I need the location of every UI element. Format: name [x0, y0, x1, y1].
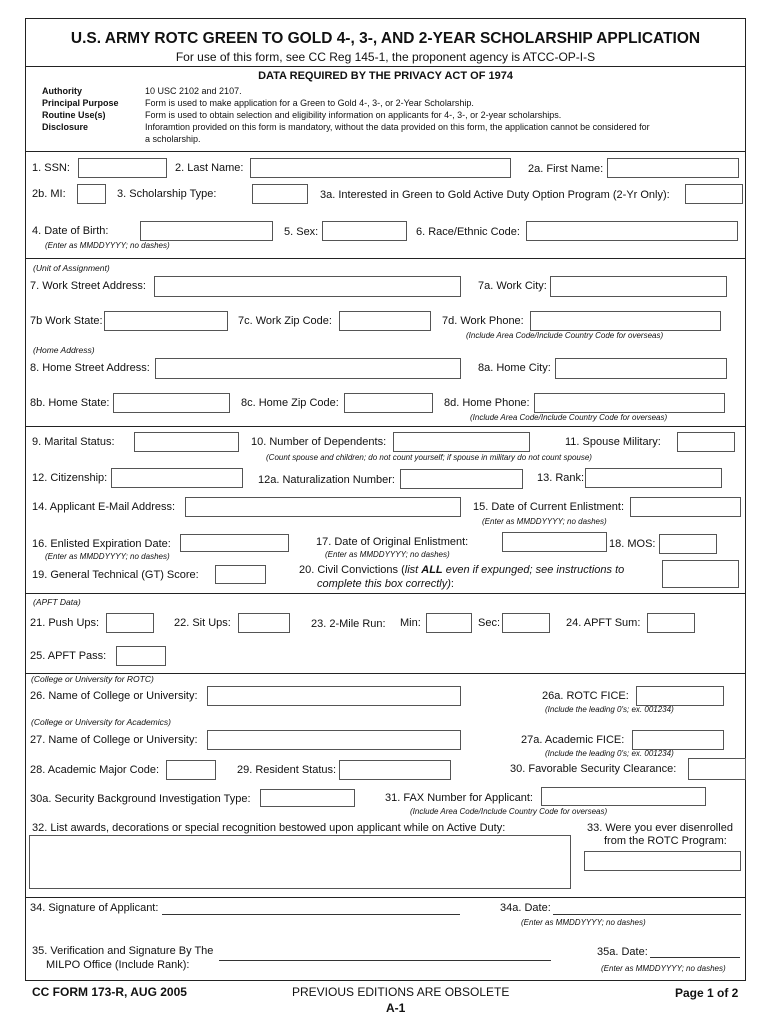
work-phone-label: 7d. Work Phone: — [442, 315, 524, 327]
divider — [25, 593, 746, 594]
home-city-label: 8a. Home City: — [478, 362, 551, 374]
major-input[interactable] — [166, 760, 216, 780]
disenrolled-label: 33. Were you ever disenrolled — [587, 822, 733, 834]
work-zip-input[interactable] — [339, 311, 431, 331]
dob-hint: (Enter as MMDDYYYY; no dashes) — [45, 241, 170, 250]
acad-fice-input[interactable] — [632, 730, 724, 750]
page-number: Page 1 of 2 — [675, 986, 739, 1000]
fax-input[interactable] — [541, 787, 706, 806]
sit-ups-label: 22. Sit Ups: — [174, 617, 231, 629]
divider — [25, 258, 746, 259]
obsolete-notice: PREVIOUS EDITIONS ARE OBSOLETE — [292, 985, 510, 999]
signature-label: 34. Signature of Applicant: — [30, 902, 159, 914]
gt-score-input[interactable] — [215, 565, 266, 584]
home-phone-input[interactable] — [534, 393, 725, 413]
run-min-input[interactable] — [426, 613, 472, 633]
apft-sum-label: 24. APFT Sum: — [566, 617, 641, 629]
apft-sum-input[interactable] — [647, 613, 695, 633]
divider — [25, 66, 746, 67]
acad-fice-label: 27a. Academic FICE: — [521, 734, 625, 746]
awards-label: 32. List awards, decorations or special recognition bestowed upon applicant while on Active Duty: — [32, 822, 506, 834]
home-state-input[interactable] — [113, 393, 230, 413]
authority-text: 10 USC 2102 and 2107. — [145, 86, 242, 96]
citizenship-input[interactable] — [111, 468, 243, 488]
college-acad-input[interactable] — [207, 730, 461, 750]
home-city-input[interactable] — [555, 358, 727, 379]
original-enlistment-input[interactable] — [502, 532, 607, 552]
major-label: 28. Academic Major Code: — [30, 764, 160, 776]
current-enlistment-hint: (Enter as MMDDYYYY; no dashes) — [482, 517, 607, 526]
civil-convictions-label-2: complete this box correctly): — [317, 578, 454, 590]
fax-hint: (Include Area Code/Include Country Code for overseas) — [410, 807, 608, 816]
home-state-label: 8b. Home State: — [30, 397, 110, 409]
college-rotc-input[interactable] — [207, 686, 461, 706]
rotc-fice-hint: (Include the leading 0's; ex. 001234) — [545, 705, 674, 714]
work-street-input[interactable] — [154, 276, 461, 297]
sig-date-line[interactable] — [553, 914, 741, 915]
college-rotc-header: (College or University for ROTC) — [31, 674, 154, 684]
rank-input[interactable] — [585, 468, 722, 488]
enlisted-exp-label: 16. Enlisted Expiration Date: — [32, 538, 171, 550]
sec-label: Sec: — [478, 617, 501, 629]
disenrolled-label-2: from the ROTC Program: — [604, 835, 727, 847]
current-enlistment-input[interactable] — [630, 497, 741, 517]
civil-convictions-input[interactable] — [662, 560, 739, 588]
naturalization-label: 12a. Naturalization Number: — [258, 474, 395, 486]
current-enlistment-label: 15. Date of Current Enlistment: — [473, 501, 625, 513]
work-phone-hint: (Include Area Code/Include Country Code for overseas) — [466, 331, 664, 340]
divider — [25, 151, 746, 152]
rotc-fice-label: 26a. ROTC FICE: — [542, 690, 629, 702]
divider — [25, 897, 746, 898]
authority-label: Authority — [42, 86, 82, 96]
dependents-input[interactable] — [393, 432, 530, 452]
disclosure-label: Disclosure — [42, 122, 89, 132]
college-rotc-label: 26. Name of College or University: — [30, 690, 198, 702]
email-input[interactable] — [185, 497, 461, 517]
ver-date-label: 35a. Date: — [597, 946, 648, 958]
security-label: 30. Favorable Security Clearance: — [510, 763, 677, 775]
sbi-input[interactable] — [260, 789, 355, 807]
race-input[interactable] — [526, 221, 738, 241]
sex-label: 5. Sex: — [284, 226, 319, 238]
signature-line[interactable] — [162, 914, 460, 915]
min-label: Min: — [400, 617, 421, 629]
spouse-military-input[interactable] — [677, 432, 735, 452]
verification-label: 35. Verification and Signature By The — [32, 945, 214, 957]
work-state-label: 7b Work State: — [30, 315, 103, 327]
resident-input[interactable] — [339, 760, 451, 780]
run-sec-input[interactable] — [502, 613, 550, 633]
home-street-label: 8. Home Street Address: — [30, 362, 150, 374]
spouse-military-label: 11. Spouse Military: — [565, 436, 661, 448]
divider — [25, 426, 746, 427]
college-acad-header: (College or University for Academics) — [31, 717, 171, 727]
verification-line[interactable] — [219, 960, 551, 961]
email-label: 14. Applicant E-Mail Address: — [32, 501, 176, 513]
routine-text: Form is used to obtain selection and eligibility information on applicants for 4-, 3-, or 2-year scholarships. — [145, 110, 562, 120]
privacy-act-heading: DATA REQUIRED BY THE PRIVACY ACT OF 1974 — [258, 70, 513, 82]
verification-label-2: MILPO Office (Include Rank): — [46, 959, 190, 971]
original-enlistment-label: 17. Date of Original Enlistment: — [316, 536, 469, 548]
gt-score-label: 19. General Technical (GT) Score: — [32, 569, 199, 581]
home-zip-label: 8c. Home Zip Code: — [241, 397, 339, 409]
sit-ups-input[interactable] — [238, 613, 290, 633]
home-phone-label: 8d. Home Phone: — [444, 397, 530, 409]
work-street-label: 7. Work Street Address: — [30, 280, 146, 292]
unit-header: (Unit of Assignment) — [33, 263, 110, 273]
annex-label: A-1 — [386, 1001, 406, 1015]
scholarship-type-input[interactable] — [252, 184, 308, 204]
first-name-input[interactable] — [607, 158, 739, 178]
ver-date-hint: (Enter as MMDDYYYY; no dashes) — [601, 964, 726, 973]
mos-input[interactable] — [659, 534, 717, 554]
ssn-input[interactable] — [78, 158, 167, 178]
push-ups-label: 21. Push Ups: — [30, 617, 100, 629]
ver-date-line[interactable] — [650, 957, 740, 958]
disenrolled-input[interactable] — [584, 851, 741, 871]
home-phone-hint: (Include Area Code/Include Country Code for overseas) — [470, 413, 668, 422]
first-name-label: 2a. First Name: — [528, 163, 604, 175]
marital-label: 9. Marital Status: — [32, 436, 115, 448]
home-street-input[interactable] — [155, 358, 461, 379]
awards-input[interactable] — [29, 835, 571, 889]
dependents-label: 10. Number of Dependents: — [251, 436, 387, 448]
civil-convictions-label: 20. Civil Convictions (list ALL even if expunged; see instructions to — [299, 564, 625, 576]
ssn-label: 1. SSN: — [32, 162, 70, 174]
work-state-input[interactable] — [104, 311, 228, 331]
disclosure-text: Inforamtion provided on this form is mandatory, without the data provided on this form, the application cannot be considered for — [145, 122, 650, 132]
form-subtitle: For use of this form, see CC Reg 145-1, the proponent agency is ATCC-OP-I-S — [175, 50, 596, 64]
purpose-text: Form is used to make application for a Green to Gold 4-, 3-, or 2-Year Scholarship. — [145, 98, 474, 108]
naturalization-input[interactable] — [400, 469, 523, 489]
fax-label: 31. FAX Number for Applicant: — [385, 792, 533, 804]
marital-input[interactable] — [134, 432, 239, 452]
routine-label: Routine Use(s) — [42, 110, 106, 120]
acad-fice-hint: (Include the leading 0's; ex. 001234) — [545, 749, 674, 758]
work-city-input[interactable] — [550, 276, 727, 297]
active-duty-option-input[interactable] — [685, 184, 743, 204]
two-mile-run-label: 23. 2-Mile Run: — [311, 618, 386, 630]
resident-label: 29. Resident Status: — [237, 764, 337, 776]
enlisted-exp-hint: (Enter as MMDDYYYY; no dashes) — [45, 552, 170, 561]
rotc-fice-input[interactable] — [636, 686, 724, 706]
mos-label: 18. MOS: — [609, 538, 656, 550]
sig-date-label: 34a. Date: — [500, 902, 551, 914]
apft-header: (APFT Data) — [33, 597, 81, 607]
form-id: CC FORM 173-R, AUG 2005 — [32, 985, 187, 999]
rank-label: 13. Rank: — [537, 472, 585, 484]
push-ups-input[interactable] — [106, 613, 154, 633]
disclosure-text-2: a scholarship. — [145, 134, 201, 144]
mi-input[interactable] — [77, 184, 106, 204]
active-duty-option-label: 3a. Interested in Green to Gold Active Duty Option Program (2-Yr Only): — [320, 189, 670, 201]
sex-input[interactable] — [322, 221, 407, 241]
original-enlistment-hint: (Enter as MMDDYYYY; no dashes) — [325, 550, 450, 559]
purpose-label: Principal Purpose — [42, 98, 119, 108]
scholarship-type-label: 3. Scholarship Type: — [117, 188, 217, 200]
security-input[interactable] — [688, 758, 746, 780]
sig-date-hint: (Enter as MMDDYYYY; no dashes) — [521, 918, 646, 927]
dob-input[interactable] — [140, 221, 273, 241]
apft-pass-input[interactable] — [116, 646, 166, 666]
college-acad-label: 27. Name of College or University: — [30, 734, 198, 746]
race-label: 6. Race/Ethnic Code: — [416, 226, 520, 238]
dob-label: 4. Date of Birth: — [32, 225, 109, 237]
work-phone-input[interactable] — [530, 311, 721, 331]
sbi-label: 30a. Security Background Investigation Type: — [30, 793, 251, 805]
enlisted-exp-input[interactable] — [180, 534, 289, 552]
citizenship-label: 12. Citizenship: — [32, 472, 108, 484]
form-title: U.S. ARMY ROTC GREEN TO GOLD 4-, 3-, AND 2-YEAR SCHOLARSHIP APPLICATION — [70, 30, 701, 47]
last-name-input[interactable] — [250, 158, 511, 178]
home-zip-input[interactable] — [344, 393, 433, 413]
dependents-hint: (Count spouse and children; do not count yourself; if spouse in military do not count spouse) — [266, 453, 592, 462]
apft-pass-label: 25. APFT Pass: — [30, 650, 107, 662]
mi-label: 2b. MI: — [32, 188, 66, 200]
work-zip-label: 7c. Work Zip Code: — [238, 315, 332, 327]
home-header: (Home Address) — [33, 345, 95, 355]
work-city-label: 7a. Work City: — [478, 280, 547, 292]
last-name-label: 2. Last Name: — [175, 162, 244, 174]
